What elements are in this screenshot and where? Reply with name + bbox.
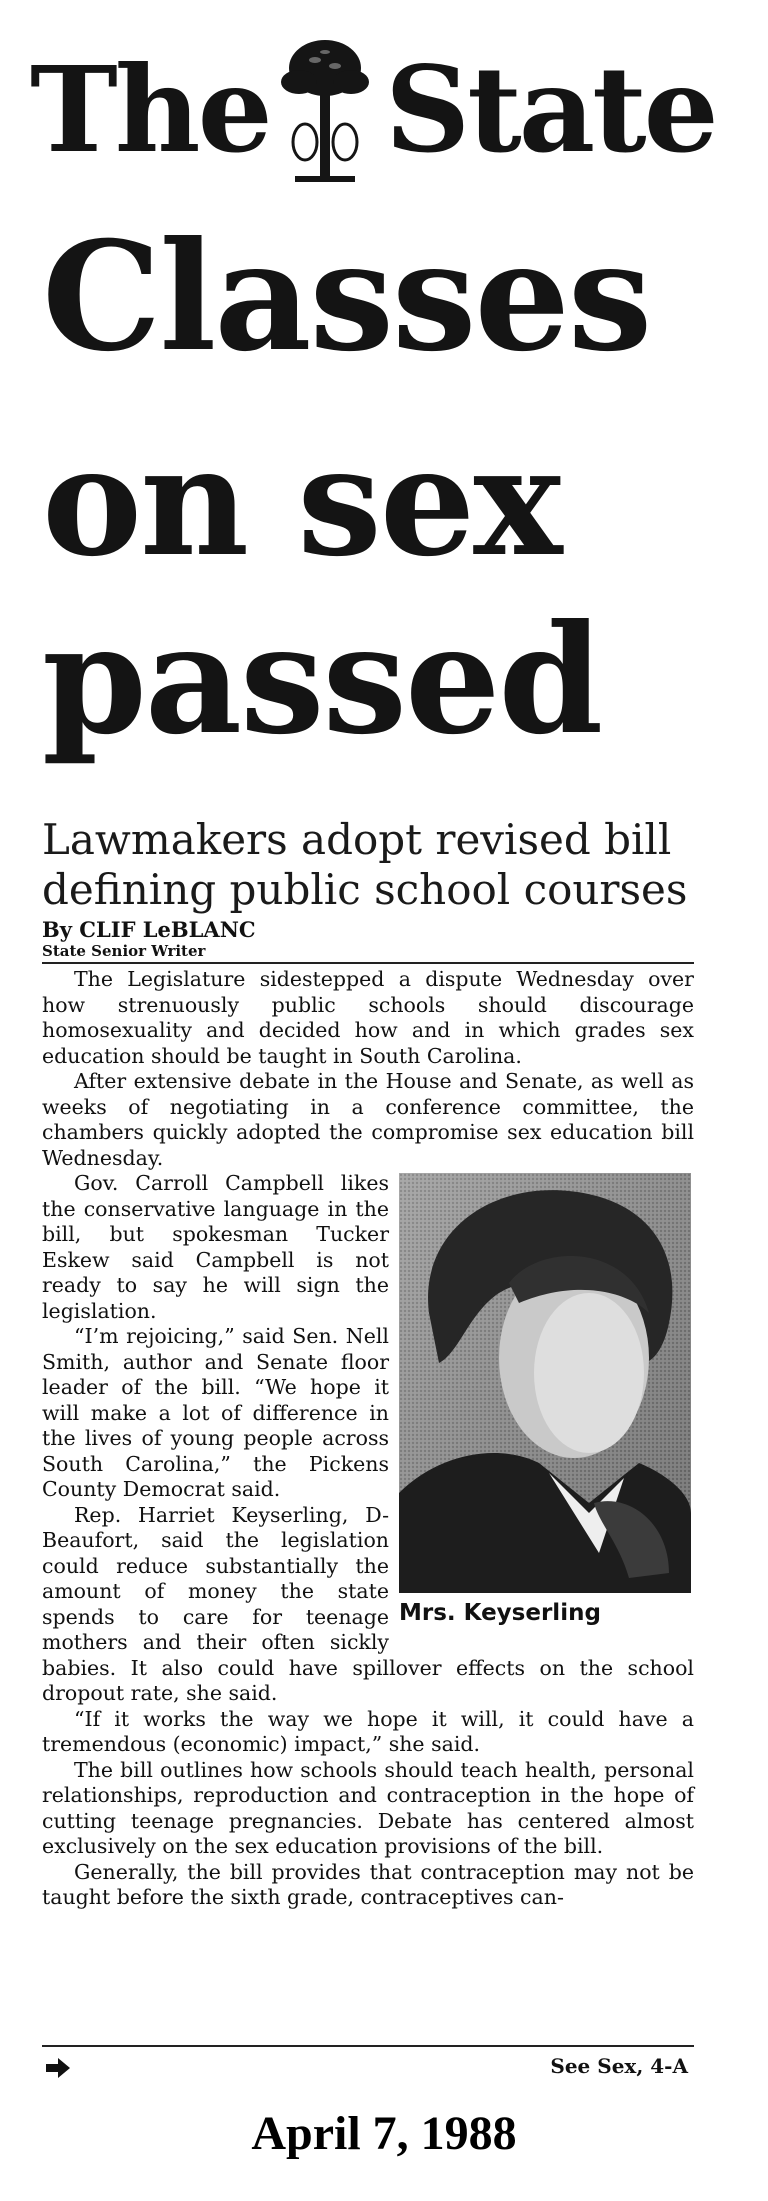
photo-caption: Mrs. Keyserling — [399, 1600, 601, 1626]
masthead-name-left: The — [30, 40, 270, 179]
byline-author: By CLIF LeBLANC — [42, 917, 256, 942]
byline-rule — [42, 962, 694, 964]
deck-line-1: Lawmakers adopt revised bill — [42, 815, 672, 864]
palmetto-seal-icon — [275, 30, 375, 190]
article-paragraph-5: Rep. Harriet Keyserling, D-Beaufort, said the legislation could reduce substantially the amount of money the state spends to care for teenage mothers and their often sickly babies. It also could have spillover effects on the school dropout rate, she said. — [42, 1502, 694, 1705]
jump-line — [42, 2050, 694, 2084]
headline-line-3: passed — [42, 592, 602, 768]
headline-line-2: on sex — [42, 414, 561, 590]
photo-block — [399, 1173, 694, 1629]
article-paragraph-8: Generally, the bill provides that contraception may not be taught before the sixth grade, contraceptives can- — [42, 1859, 694, 1909]
jump-reference: See Sex, 4-A — [550, 2054, 688, 2078]
article-paragraph-6: “If it works the way we hope it will, it could have a tremendous (economic) impact,” she said. — [42, 1706, 694, 1756]
article-paragraph-1: The Legislature sidestepped a dispute Wednesday over how strenuously public schools should discourage homosexuality and decided how and in which grades sex education should be taught in South Carolina. — [42, 967, 694, 1068]
deck-line-2: defining public school courses — [42, 865, 688, 914]
article-paragraph-7: The bill outlines how schools should teach health, personal relationships, reproduction and contraception in the hope of cutting teenage pregnancies. Debate has centered almost exclusively on the sex education provisions of the bill. — [42, 1757, 694, 1858]
article-paragraph-3: Gov. Carroll Campbell likes the conservative language in the bill, but spokesman Tucker Eskew said Campbell is not ready to say he will sign the legislation. — [42, 1171, 389, 1323]
byline-title: State Senior Writer — [42, 942, 206, 960]
masthead — [30, 20, 740, 200]
portrait-photo-icon — [399, 1173, 691, 1593]
headline-line-1: Classes — [42, 209, 651, 385]
arrow-right-icon — [46, 2058, 70, 2078]
publication-date: April 7, 1988 — [251, 2107, 517, 2160]
article-paragraph-2: After extensive debate in the House and Senate, as well as weeks of negotiating in a conference committee, the chambers quickly adopted the compromise sex education bill Wednesday. — [42, 1069, 694, 1170]
jump-rule — [42, 2045, 694, 2047]
masthead-name-right: State — [385, 40, 716, 179]
article-paragraph-4: “I’m rejoicing,” said Sen. Nell Smith, author and Senate floor leader of the bill. “We hope it will make a lot of difference in the lives of young people across South Carolina,” the Pickens County Democrat said. — [42, 1324, 389, 1501]
article-body — [42, 967, 694, 1911]
deck — [42, 815, 732, 915]
